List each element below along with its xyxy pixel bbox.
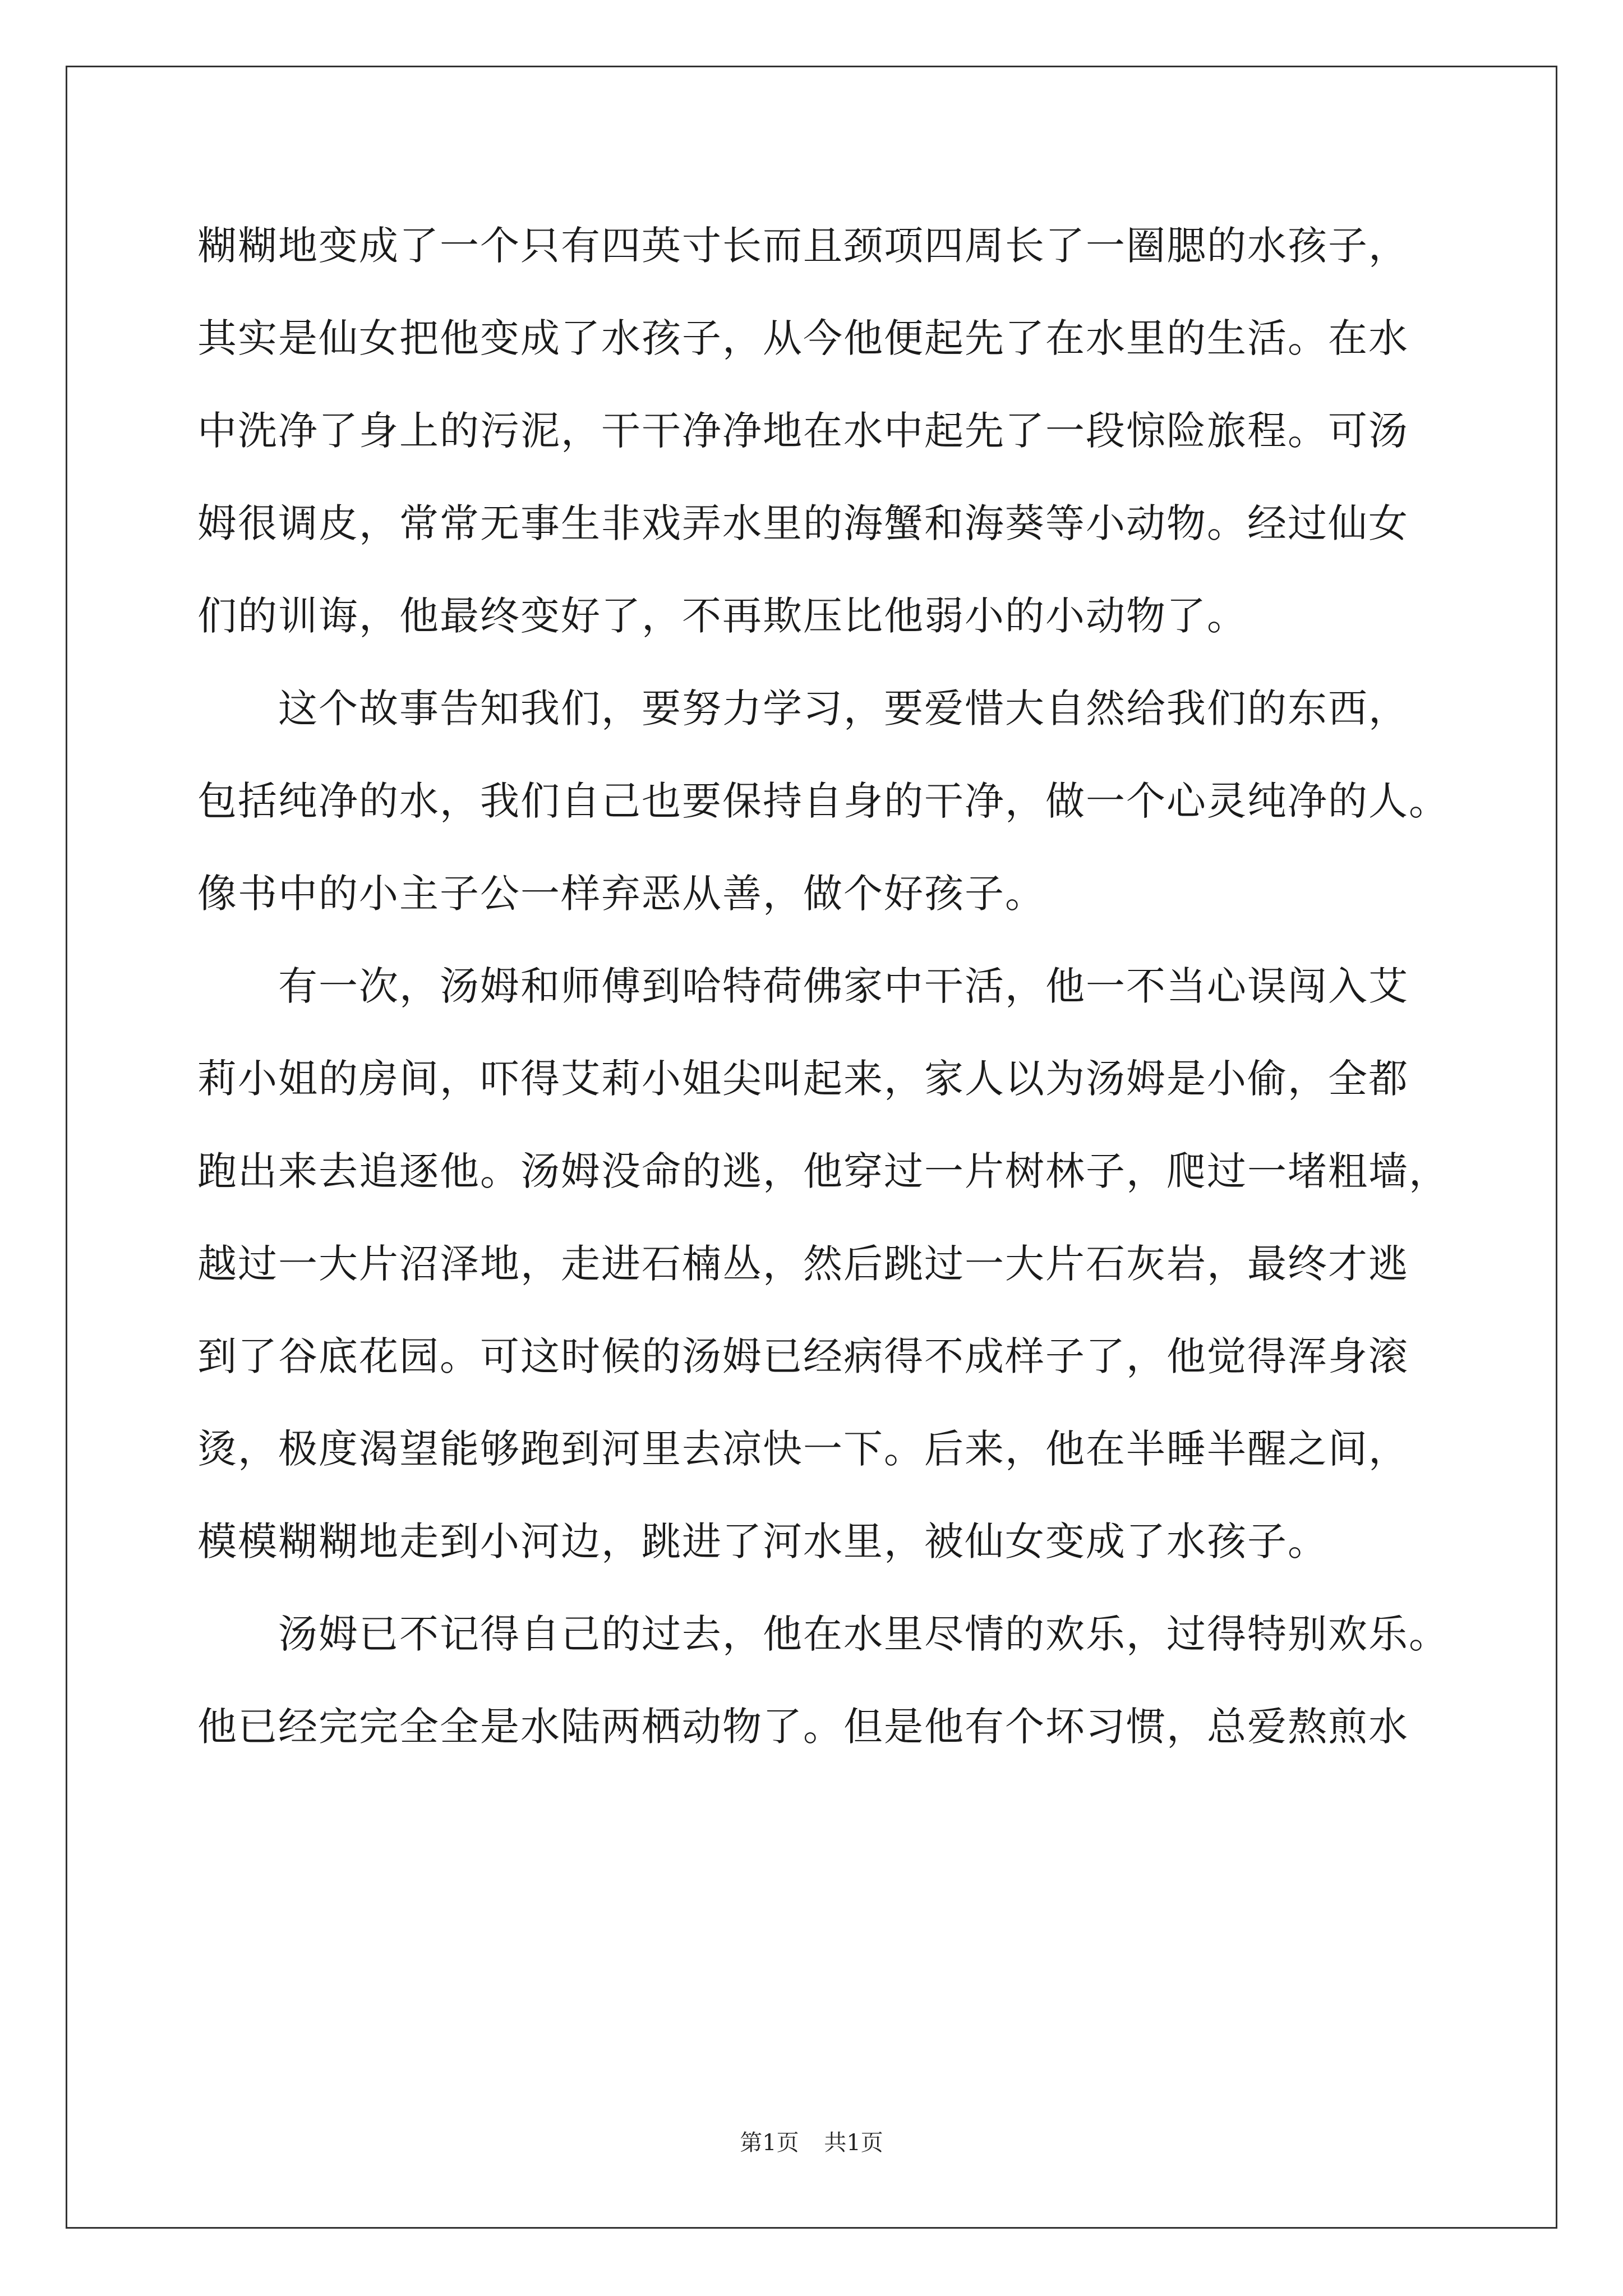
text-line: 糊糊地变成了一个只有四英寸长而且颈项四周长了一圈腮的水孩子，	[197, 223, 1409, 269]
text-line: 模模糊糊地走到小河边，跳进了河水里，被仙女变成了水孩子。	[197, 1519, 1328, 1565]
document-body	[197, 200, 1449, 1773]
text-line: 中洗净了身上的污泥，干干净净地在水中起先了一段惊险旅程。可汤	[197, 408, 1409, 454]
text-line: 包括纯净的水，我们自己也要保持自身的干净，做一个心灵纯净的人。	[197, 778, 1449, 824]
page-total: 共1页	[824, 2130, 883, 2156]
text-line: 烫，极度渴望能够跑到河里去凉快一下。后来，他在半睡半醒之间，	[197, 1426, 1409, 1472]
text-line: 越过一大片沼泽地，走进石楠丛，然后跳过一大片石灰岩，最终才逃	[197, 1241, 1409, 1287]
page-number: 第1页	[740, 2130, 799, 2156]
text-line: 莉小姐的房间，吓得艾莉小姐尖叫起来，家人以为汤姆是小偷，全都	[197, 1056, 1409, 1102]
text-line: 其实是仙女把他变成了水孩子，从今他便起先了在水里的生活。在水	[197, 315, 1409, 361]
text-line: 汤姆已不记得自己的过去，他在水里尽情的欢乐，过得特别欢乐。	[197, 1611, 1449, 1657]
text-line: 他已经完完全全是水陆两栖动物了。但是他有个坏习惯，总爱熬煎水	[197, 1704, 1409, 1750]
text-line: 们的训诲，他最终变好了，不再欺压比他弱小的小动物了。	[197, 593, 1247, 639]
page-footer	[0, 2125, 1623, 2157]
text-line: 到了谷底花园。可这时候的汤姆已经病得不成样子了，他觉得浑身滚	[197, 1333, 1409, 1379]
text-line: 像书中的小主子公一样弃恶从善，做个好孩子。	[197, 871, 1045, 917]
text-line: 跑出来去追逐他。汤姆没命的逃，他穿过一片树林子，爬过一堵粗墙，	[197, 1148, 1449, 1194]
text-line: 有一次，汤姆和师傅到哈特荷佛家中干活，他一不当心误闯入艾	[197, 963, 1409, 1009]
text-line: 这个故事告知我们，要努力学习，要爱惜大自然给我们的东西，	[197, 685, 1409, 731]
text-line: 姆很调皮，常常无事生非戏弄水里的海蟹和海葵等小动物。经过仙女	[197, 500, 1409, 546]
